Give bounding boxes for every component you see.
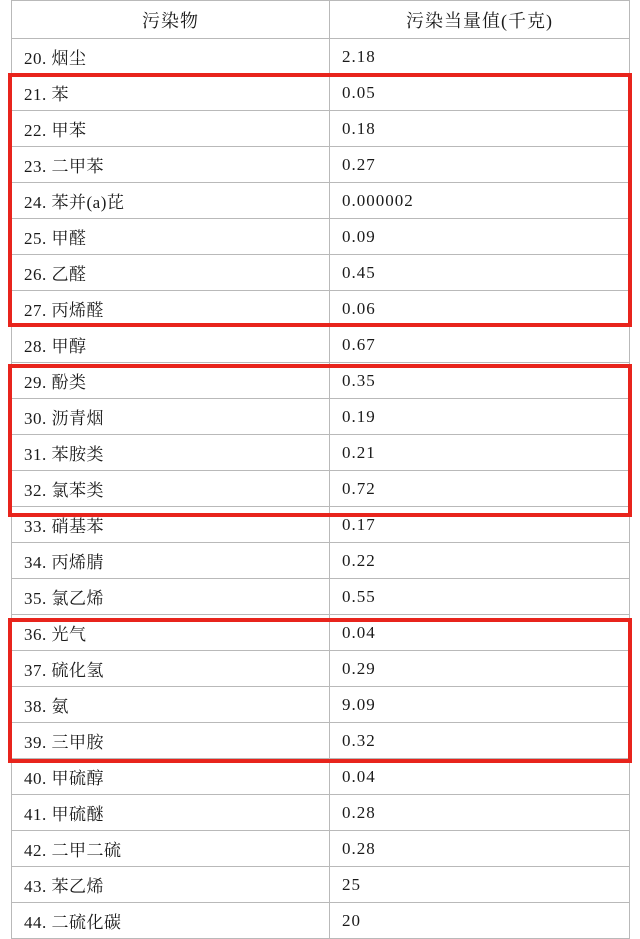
cell-pollutant-name: 39. 三甲胺	[12, 723, 330, 759]
cell-pollutant-name: 22. 甲苯	[12, 111, 330, 147]
table-row	[12, 399, 630, 435]
cell-equivalent-value: 0.04	[330, 759, 630, 795]
cell-pollutant-name: 41. 甲硫醚	[12, 795, 330, 831]
table-header	[12, 1, 630, 39]
cell-pollutant-name: 31. 苯胺类	[12, 435, 330, 471]
table-row	[12, 183, 630, 219]
cell-equivalent-value: 0.32	[330, 723, 630, 759]
cell-equivalent-value: 0.67	[330, 327, 630, 363]
cell-pollutant-name: 29. 酚类	[12, 363, 330, 399]
cell-equivalent-value: 0.72	[330, 471, 630, 507]
cell-pollutant-name: 35. 氯乙烯	[12, 579, 330, 615]
table-row	[12, 831, 630, 867]
table-row	[12, 219, 630, 255]
cell-pollutant-name: 25. 甲醛	[12, 219, 330, 255]
cell-pollutant-name: 32. 氯苯类	[12, 471, 330, 507]
cell-pollutant-name: 20. 烟尘	[12, 39, 330, 75]
cell-equivalent-value: 0.27	[330, 147, 630, 183]
table-row	[12, 759, 630, 795]
table-row	[12, 615, 630, 651]
column-header-equivalent-value: 污染当量值(千克)	[330, 1, 630, 39]
pollutant-equivalent-table	[11, 0, 630, 939]
table-row	[12, 543, 630, 579]
cell-pollutant-name: 24. 苯并(a)芘	[12, 183, 330, 219]
cell-pollutant-name: 28. 甲醇	[12, 327, 330, 363]
cell-pollutant-name: 42. 二甲二硫	[12, 831, 330, 867]
cell-pollutant-name: 23. 二甲苯	[12, 147, 330, 183]
table-row	[12, 435, 630, 471]
table-row	[12, 795, 630, 831]
table-row	[12, 723, 630, 759]
table-row	[12, 687, 630, 723]
table-row	[12, 903, 630, 939]
cell-equivalent-value: 9.09	[330, 687, 630, 723]
cell-pollutant-name: 40. 甲硫醇	[12, 759, 330, 795]
cell-equivalent-value: 0.06	[330, 291, 630, 327]
table-row	[12, 111, 630, 147]
table-row	[12, 579, 630, 615]
cell-pollutant-name: 34. 丙烯腈	[12, 543, 330, 579]
cell-equivalent-value: 0.05	[330, 75, 630, 111]
cell-equivalent-value: 0.29	[330, 651, 630, 687]
cell-equivalent-value: 0.45	[330, 255, 630, 291]
cell-equivalent-value: 0.17	[330, 507, 630, 543]
table-row	[12, 147, 630, 183]
cell-pollutant-name: 44. 二硫化碳	[12, 903, 330, 939]
cell-equivalent-value: 0.000002	[330, 183, 630, 219]
table-row	[12, 867, 630, 903]
cell-equivalent-value: 0.19	[330, 399, 630, 435]
cell-equivalent-value: 0.55	[330, 579, 630, 615]
table-row	[12, 291, 630, 327]
table-row	[12, 327, 630, 363]
cell-equivalent-value: 0.28	[330, 831, 630, 867]
cell-equivalent-value: 25	[330, 867, 630, 903]
table-header-row	[12, 1, 630, 39]
cell-equivalent-value: 0.18	[330, 111, 630, 147]
cell-equivalent-value: 0.35	[330, 363, 630, 399]
cell-pollutant-name: 37. 硫化氢	[12, 651, 330, 687]
cell-equivalent-value: 20	[330, 903, 630, 939]
cell-pollutant-name: 33. 硝基苯	[12, 507, 330, 543]
cell-pollutant-name: 36. 光气	[12, 615, 330, 651]
cell-pollutant-name: 27. 丙烯醛	[12, 291, 330, 327]
cell-pollutant-name: 21. 苯	[12, 75, 330, 111]
cell-equivalent-value: 0.28	[330, 795, 630, 831]
cell-equivalent-value: 0.09	[330, 219, 630, 255]
column-header-pollutant: 污染物	[12, 1, 330, 39]
table-row	[12, 507, 630, 543]
cell-equivalent-value: 2.18	[330, 39, 630, 75]
table-row	[12, 75, 630, 111]
table-row	[12, 471, 630, 507]
table-row	[12, 363, 630, 399]
table-row	[12, 651, 630, 687]
cell-equivalent-value: 0.22	[330, 543, 630, 579]
cell-pollutant-name: 43. 苯乙烯	[12, 867, 330, 903]
cell-pollutant-name: 30. 沥青烟	[12, 399, 330, 435]
table-row	[12, 255, 630, 291]
cell-equivalent-value: 0.04	[330, 615, 630, 651]
table-body	[12, 39, 630, 939]
cell-pollutant-name: 26. 乙醛	[12, 255, 330, 291]
cell-equivalent-value: 0.21	[330, 435, 630, 471]
table-row	[12, 39, 630, 75]
cell-pollutant-name: 38. 氨	[12, 687, 330, 723]
